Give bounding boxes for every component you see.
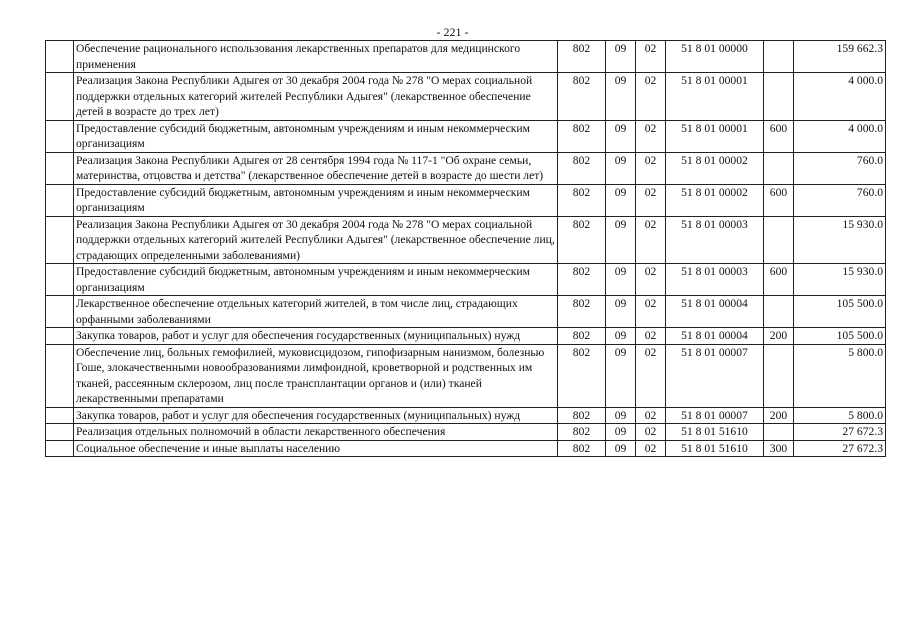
row-csr: 51 8 01 00003 [666,264,764,296]
table-row [46,264,886,296]
row-name: Обеспечение лиц, больных гемофилией, муковисцидозом, гипофизарным нанизмом, болезнью Гоше, злокачественными новообразованиями лимфоидной, кроветворной и родственных им тканей, рассеянным склерозом, лиц после трансплантации органов и (или) тканей лекарственными препаратами [74,344,558,407]
row-vr [764,296,794,328]
table-row [46,73,886,121]
row-ved: 802 [558,152,606,184]
row-csr: 51 8 01 00002 [666,152,764,184]
row-csr: 51 8 01 00000 [666,41,764,73]
row-name: Реализация Закона Республики Адыгея от 30 декабря 2004 года № 278 "О мерах социальной поддержки отдельных категорий жителей Республики Адыгея" (лекарственное обеспечение лиц, страдающих определенными заболеваниями) [74,216,558,264]
row-csr: 51 8 01 00007 [666,344,764,407]
row-sum: 5 800.0 [794,344,886,407]
row-rz: 09 [606,344,636,407]
row-ved: 802 [558,296,606,328]
row-pr: 02 [636,216,666,264]
row-pr: 02 [636,424,666,441]
row-rz: 09 [606,216,636,264]
row-vr: 600 [764,264,794,296]
table-row [46,344,886,407]
budget-table-body [46,41,886,457]
row-ved: 802 [558,216,606,264]
row-sum: 15 930.0 [794,216,886,264]
row-csr: 51 8 01 51610 [666,440,764,457]
table-row [46,152,886,184]
row-vr [764,344,794,407]
row-csr: 51 8 01 00004 [666,328,764,345]
blank-cell [46,216,74,264]
table-row [46,120,886,152]
row-sum: 105 500.0 [794,328,886,345]
row-csr: 51 8 01 51610 [666,424,764,441]
row-name: Лекарственное обеспечение отдельных категорий жителей, в том числе лиц, страдающих орфанными заболеваниями [74,296,558,328]
row-csr: 51 8 01 00001 [666,73,764,121]
row-ved: 802 [558,344,606,407]
row-vr: 200 [764,328,794,345]
row-rz: 09 [606,73,636,121]
row-sum: 4 000.0 [794,120,886,152]
row-pr: 02 [636,184,666,216]
budget-table [45,40,886,457]
blank-cell [46,344,74,407]
row-pr: 02 [636,120,666,152]
blank-cell [46,120,74,152]
row-csr: 51 8 01 00002 [666,184,764,216]
blank-cell [46,328,74,345]
row-csr: 51 8 01 00004 [666,296,764,328]
row-pr: 02 [636,41,666,73]
table-row [46,407,886,424]
blank-cell [46,296,74,328]
row-name: Закупка товаров, работ и услуг для обеспечения государственных (муниципальных) нужд [74,328,558,345]
row-rz: 09 [606,296,636,328]
row-pr: 02 [636,344,666,407]
blank-cell [46,41,74,73]
row-ved: 802 [558,264,606,296]
table-row [46,41,886,73]
blank-cell [46,152,74,184]
row-vr: 300 [764,440,794,457]
blank-cell [46,440,74,457]
row-csr: 51 8 01 00001 [666,120,764,152]
row-csr: 51 8 01 00003 [666,216,764,264]
row-pr: 02 [636,264,666,296]
row-vr [764,41,794,73]
row-csr: 51 8 01 00007 [666,407,764,424]
row-sum: 4 000.0 [794,73,886,121]
row-name: Реализация Закона Республики Адыгея от 30 декабря 2004 года № 278 "О мерах социальной поддержки отдельных категорий жителей Республики Адыгея" (лекарственное обеспечение детей в возрасте до трех лет) [74,73,558,121]
row-name: Закупка товаров, работ и услуг для обеспечения государственных (муниципальных) нужд [74,407,558,424]
row-ved: 802 [558,424,606,441]
row-sum: 27 672.3 [794,440,886,457]
blank-cell [46,407,74,424]
blank-cell [46,73,74,121]
blank-cell [46,424,74,441]
row-pr: 02 [636,440,666,457]
row-rz: 09 [606,41,636,73]
row-sum: 15 930.0 [794,264,886,296]
row-rz: 09 [606,264,636,296]
row-ved: 802 [558,120,606,152]
row-name: Предоставление субсидий бюджетным, автономным учреждениям и иным некоммерческим организациям [74,120,558,152]
row-rz: 09 [606,120,636,152]
row-ved: 802 [558,41,606,73]
row-vr [764,216,794,264]
row-rz: 09 [606,440,636,457]
row-ved: 802 [558,440,606,457]
row-ved: 802 [558,73,606,121]
row-sum: 105 500.0 [794,296,886,328]
row-sum: 760.0 [794,152,886,184]
row-vr [764,152,794,184]
row-pr: 02 [636,296,666,328]
table-row [46,424,886,441]
table-row [46,296,886,328]
row-sum: 5 800.0 [794,407,886,424]
row-ved: 802 [558,184,606,216]
table-row [46,216,886,264]
row-rz: 09 [606,152,636,184]
table-row [46,440,886,457]
row-vr: 600 [764,184,794,216]
row-name: Социальное обеспечение и иные выплаты населению [74,440,558,457]
row-name: Предоставление субсидий бюджетным, автономным учреждениям и иным некоммерческим организациям [74,184,558,216]
table-row [46,328,886,345]
row-sum: 27 672.3 [794,424,886,441]
blank-cell [46,184,74,216]
table-row [46,184,886,216]
row-sum: 159 662.3 [794,41,886,73]
row-name: Предоставление субсидий бюджетным, автономным учреждениям и иным некоммерческим организациям [74,264,558,296]
row-name: Реализация Закона Республики Адыгея от 28 сентября 1994 года № 117-1 "Об охране семьи, материнства, отцовства и детства" (лекарственное обеспечение детей в возрасте до шести лет) [74,152,558,184]
row-vr [764,73,794,121]
row-vr: 600 [764,120,794,152]
row-ved: 802 [558,328,606,345]
row-vr: 200 [764,407,794,424]
row-ved: 802 [558,407,606,424]
row-name: Обеспечение рационального использования лекарственных препаратов для медицинского применения [74,41,558,73]
blank-cell [46,264,74,296]
page-number: - 221 - [436,25,469,39]
row-rz: 09 [606,184,636,216]
row-rz: 09 [606,407,636,424]
row-sum: 760.0 [794,184,886,216]
row-rz: 09 [606,328,636,345]
row-vr [764,424,794,441]
row-pr: 02 [636,407,666,424]
row-pr: 02 [636,328,666,345]
row-name: Реализация отдельных полномочий в области лекарственного обеспечения [74,424,558,441]
row-pr: 02 [636,73,666,121]
row-rz: 09 [606,424,636,441]
row-pr: 02 [636,152,666,184]
